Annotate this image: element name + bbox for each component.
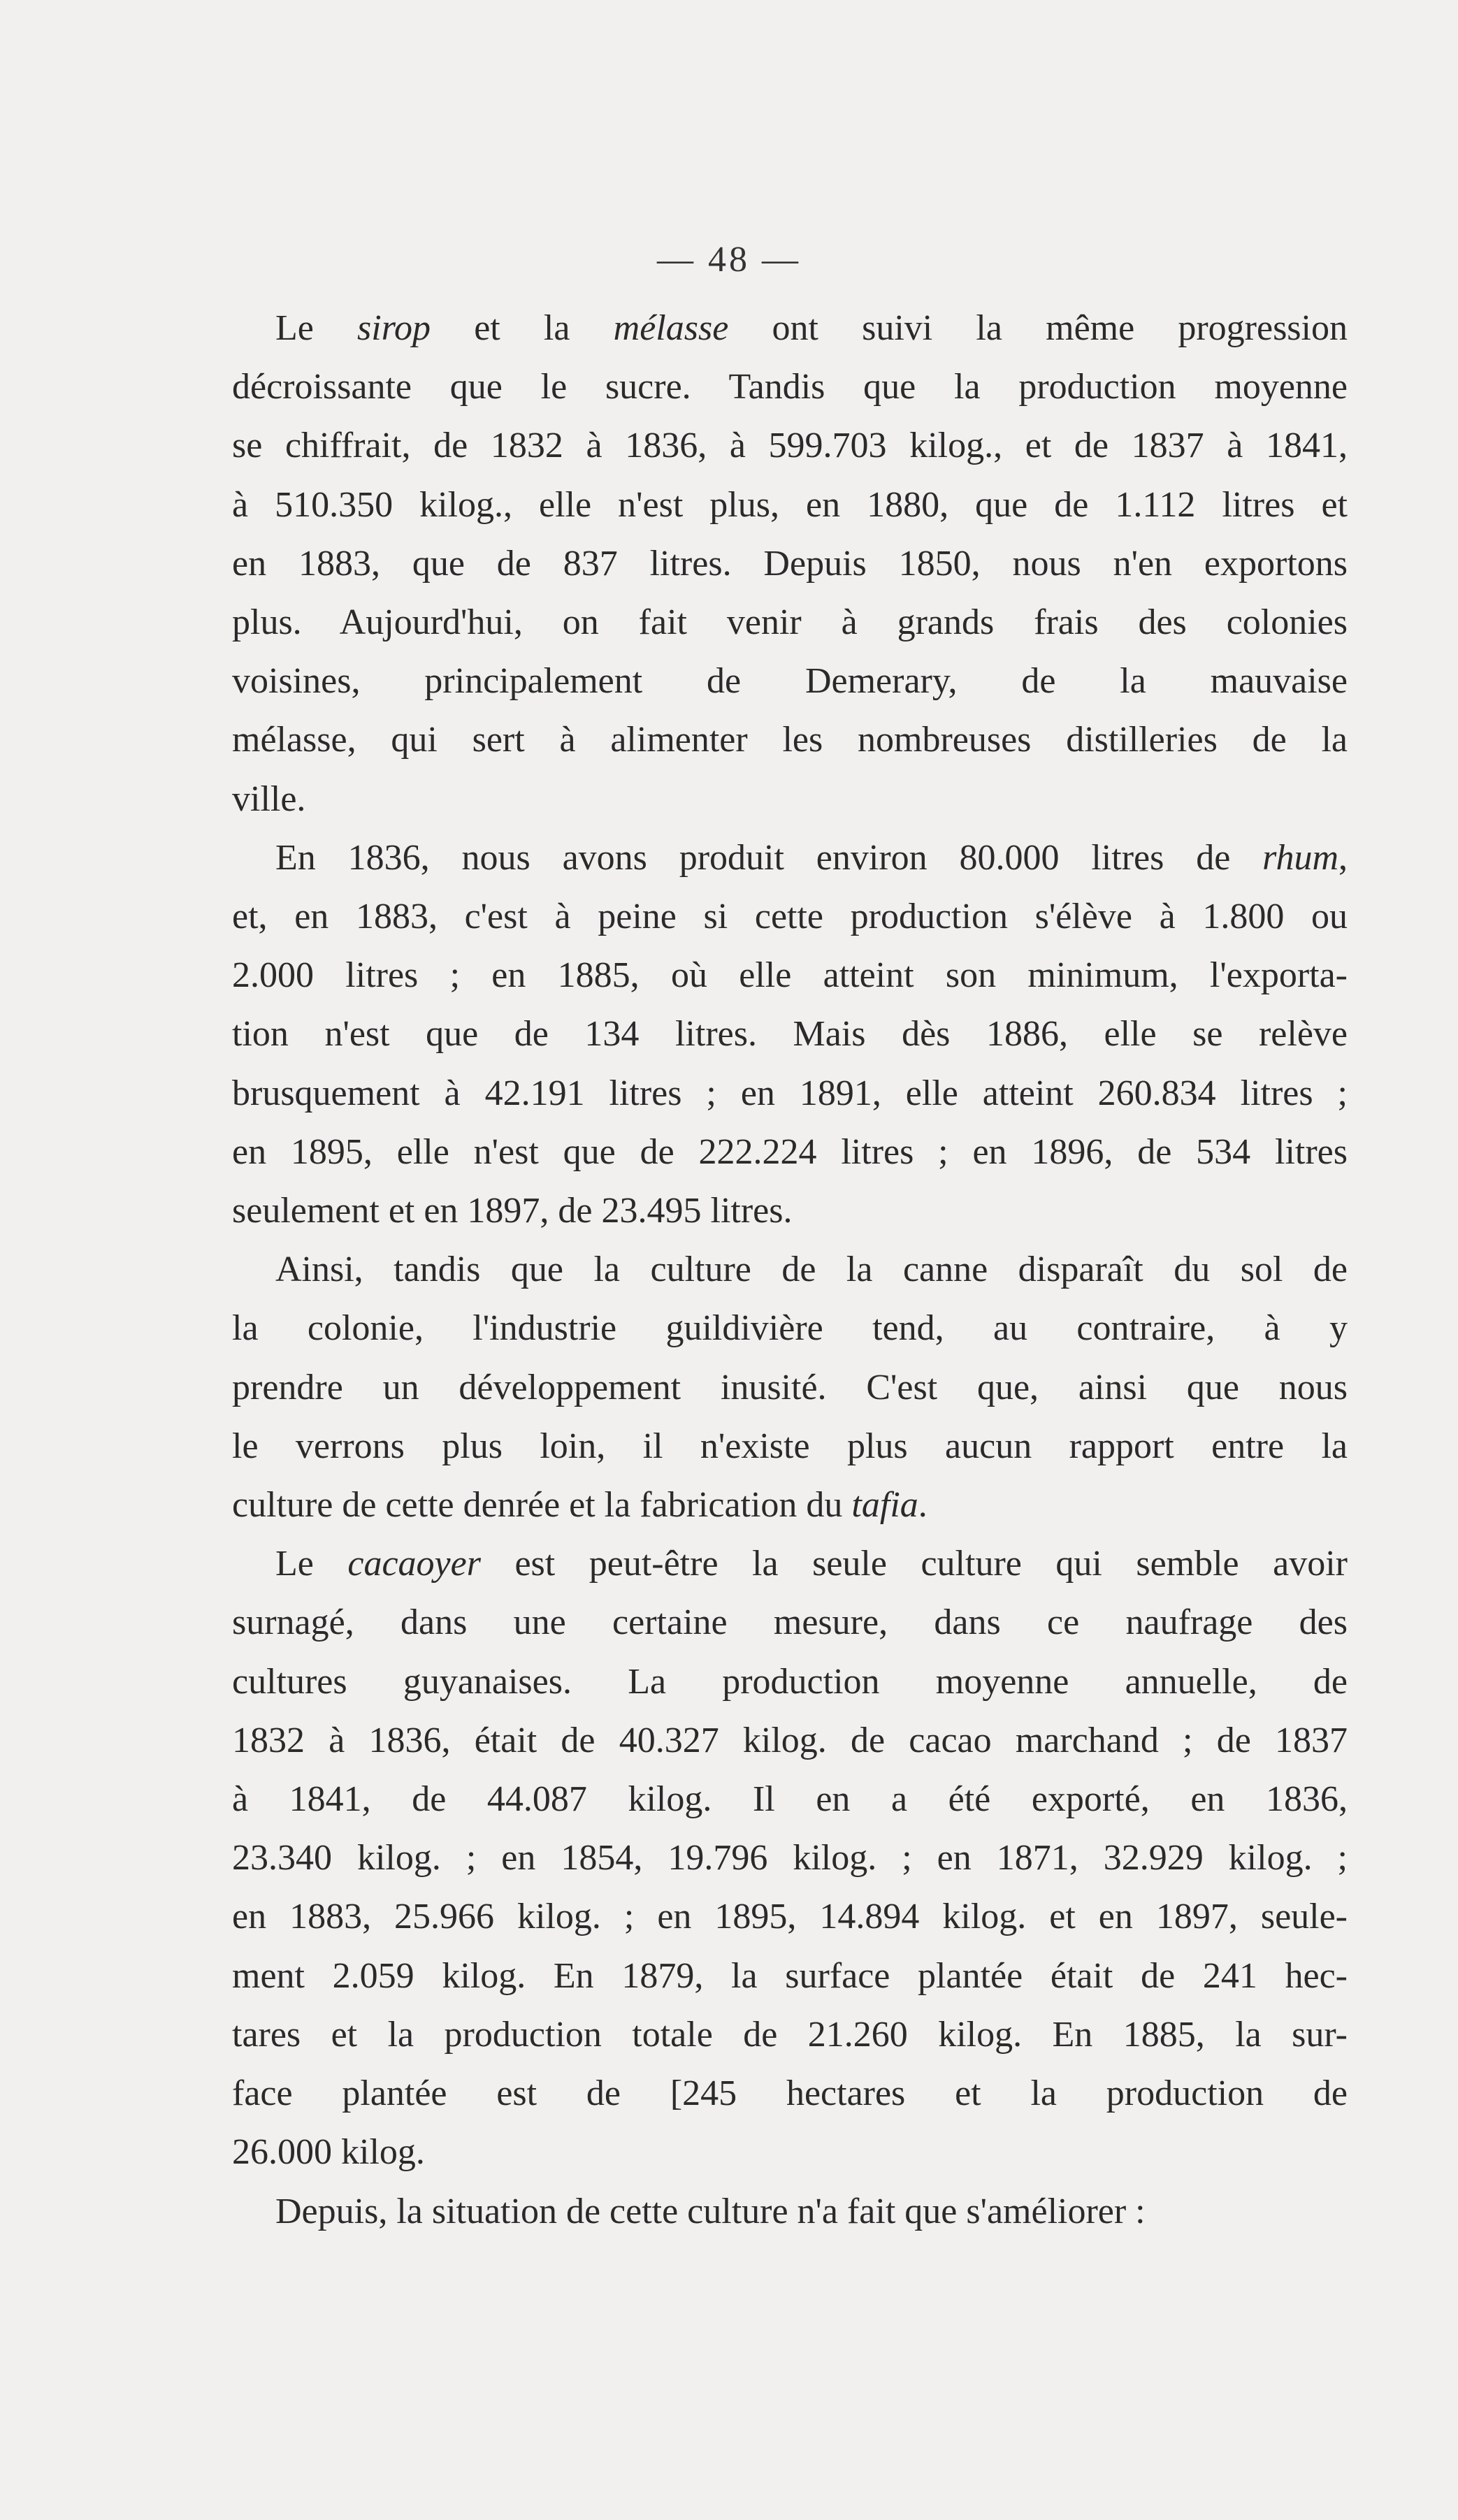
italic-term: sirop (357, 308, 431, 348)
text-line (232, 652, 1348, 711)
text-segment: Le (275, 308, 358, 348)
text-line (232, 1593, 1348, 1652)
text-line (232, 2064, 1348, 2123)
text-line (232, 1417, 1348, 1476)
text-line (232, 2123, 1348, 2182)
italic-term: rhum (1262, 837, 1338, 878)
text-line (232, 1829, 1348, 1888)
paragraph (232, 2182, 1348, 2241)
text-segment: en 1895, elle n'est que de 222.224 litres ; en 1896, de 534 litres (232, 1131, 1348, 1172)
text-segment: ont suivi la même progression (728, 308, 1348, 348)
text-segment: 23.340 kilog. ; en 1854, 19.796 kilog. ; en 1871, 32.929 kilog. ; (232, 1838, 1348, 1878)
text-line (232, 1123, 1348, 1182)
text-segment: culture de cette denrée et la fabrication du (232, 1485, 852, 1526)
text-segment: 2.000 litres ; en 1885, où elle atteint son minimum, l'exporta- (232, 955, 1348, 996)
text-segment: cultures guyanaises. La production moyenne annuelle, de (232, 1661, 1348, 1702)
text-line (232, 1711, 1348, 1770)
text-segment: seulement et en 1897, de 23.495 litres. (232, 1191, 793, 1231)
text-line (232, 1005, 1348, 1064)
text-segment: à 1841, de 44.087 kilog. Il en a été exporté, en 1836, (232, 1779, 1348, 1820)
text-line (232, 1240, 1348, 1299)
text-line (232, 1535, 1348, 1593)
text-segment: ville. (232, 779, 306, 819)
text-segment: tion n'est que de 134 litres. Mais dès 1886, elle se relève (232, 1014, 1348, 1055)
text-segment: le verrons plus loin, il n'existe plus aucun rapport entre la (232, 1426, 1348, 1466)
text-line (232, 417, 1348, 475)
text-segment: est peut-être la seule culture qui semble avoir (480, 1544, 1348, 1584)
text-line (232, 946, 1348, 1005)
text-segment: , (1338, 837, 1348, 878)
text-line (232, 1888, 1348, 1946)
text-line (232, 1476, 1348, 1535)
text-line (232, 1182, 1348, 1240)
text-segment: en 1883, que de 837 litres. Depuis 1850, nous n'en exportons (232, 543, 1348, 584)
text-segment: Depuis, la situation de cette culture n'a fait que s'améliorer : (275, 2191, 1146, 2231)
text-line (232, 829, 1348, 888)
text-segment: En 1836, nous avons produit environ 80.000 litres de (275, 837, 1263, 878)
text-segment: en 1883, 25.966 kilog. ; en 1895, 14.894 kilog. et en 1897, seule- (232, 1897, 1348, 1937)
text-line (232, 1770, 1348, 1829)
text-line (232, 593, 1348, 652)
paragraph (232, 299, 1348, 829)
text-segment: surnagé, dans une certaine mesure, dans ce naufrage des (232, 1602, 1348, 1643)
text-segment: et la (431, 308, 614, 348)
text-line (232, 476, 1348, 535)
text-line (232, 1299, 1348, 1358)
text-line (232, 1064, 1348, 1123)
text-line (232, 1653, 1348, 1711)
text-segment: mélasse, qui sert à alimenter les nombreuses distilleries de la (232, 720, 1348, 760)
paragraph (232, 829, 1348, 1240)
text-segment: Le (275, 1544, 348, 1584)
text-segment: et, en 1883, c'est à peine si cette production s'élève à 1.800 ou (232, 897, 1348, 937)
text-line (232, 770, 1348, 829)
italic-term: tafia (851, 1485, 918, 1526)
text-segment: face plantée est de [245 hectares et la production de (232, 2073, 1348, 2114)
text-segment: se chiffrait, de 1832 à 1836, à 599.703 kilog., et de 1837 à 1841, (232, 426, 1348, 466)
text-segment: Ainsi, tandis que la culture de la canne disparaît du sol de (275, 1250, 1348, 1290)
text-segment: la colonie, l'industrie guildivière tend, au contraire, à y (232, 1308, 1348, 1349)
page-number: — 48 — (657, 240, 801, 280)
text-segment: 26.000 kilog. (232, 2132, 425, 2173)
paragraph (232, 1535, 1348, 2182)
text-segment: 1832 à 1836, était de 40.327 kilog. de cacao marchand ; de 1837 (232, 1720, 1348, 1760)
italic-term: cacaoyer (347, 1544, 481, 1584)
text-line (232, 299, 1348, 358)
text-segment: ment 2.059 kilog. En 1879, la surface plantée était de 241 hec- (232, 1955, 1348, 1996)
text-line (232, 1947, 1348, 2006)
text-segment: brusquement à 42.191 litres ; en 1891, elle atteint 260.834 litres ; (232, 1073, 1348, 1113)
text-segment: . (918, 1485, 928, 1526)
text-line (232, 2006, 1348, 2064)
paragraph (232, 1240, 1348, 1535)
text-line (232, 358, 1348, 417)
text-line (232, 2182, 1348, 2241)
text-segment: décroissante que le sucre. Tandis que la production moyenne (232, 367, 1348, 407)
text-line (232, 535, 1348, 593)
text-segment: plus. Aujourd'hui, on fait venir à grands frais des colonies (232, 602, 1348, 643)
body-text (232, 299, 1348, 2241)
text-line (232, 711, 1348, 769)
text-line (232, 888, 1348, 946)
text-segment: prendre un développement inusité. C'est que, ainsi que nous (232, 1367, 1348, 1407)
italic-term: mélasse (613, 308, 729, 348)
text-line (232, 1359, 1348, 1417)
text-segment: voisines, principalement de Demerary, de la mauvaise (232, 661, 1348, 702)
text-segment: tares et la production totale de 21.260 kilog. En 1885, la sur- (232, 2014, 1348, 2055)
text-segment: à 510.350 kilog., elle n'est plus, en 1880, que de 1.112 litres et (232, 484, 1348, 525)
